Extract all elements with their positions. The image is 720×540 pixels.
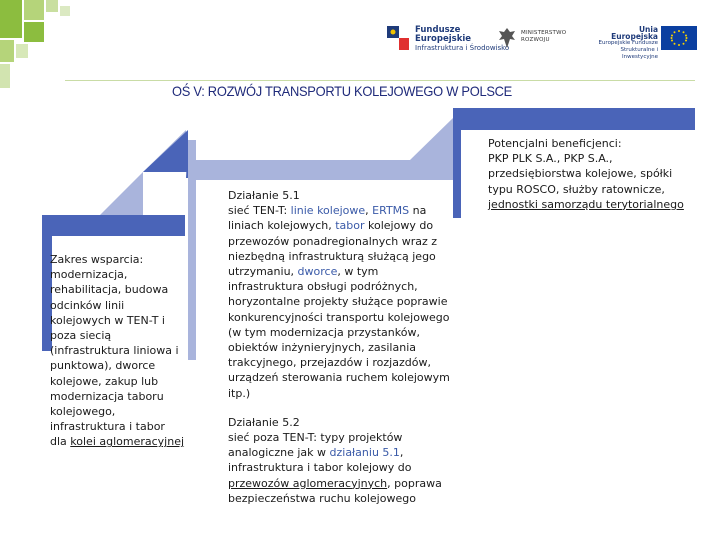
measure-5-1-title: Działanie 5.1	[228, 189, 300, 202]
scope-of-support-box: Zakres wsparcia: modernizacja, rehabilitacja, budowa odcinków linii kolejowych w TEN-T i poza siecią (infrastruktura liniowa i punktowa), dworce kolejowe, zakup lub modernizacja taboru kolejowego, infrastruktura i tabor dla kolei aglomeracyjnej	[50, 253, 185, 449]
measures-box	[228, 188, 453, 506]
unia-logo-text: Unia Europejska Europejskie Fundusze Strukturalne i Inwestycyjne	[598, 25, 658, 60]
ministerstwo-logo-text: MINISTERSTWO ROZWOJU	[521, 30, 567, 43]
fundusze-logo-text: Fundusze Europejskie Infrastruktura i Środowisko	[415, 25, 510, 52]
beneficiaries-text: PKP PLK S.A., PKP S.A., przedsiębiorstwa kolejowe, spółki typu ROSCO, służby ratownicze, jednostki samorządu terytorialnego	[488, 152, 684, 211]
measure-5-2-title: Działanie 5.2	[228, 415, 300, 429]
measure-5-2-text: sieć poza TEN-T: typy projektów analogiczne jak w działaniu 5.1, infrastruktura i tabor kolejowy do przewozów aglomeracyjnych, poprawa bezpieczeństwa ruchu kolejowego	[228, 431, 442, 505]
measure-5-1-text: sieć TEN-T: linie kolejowe, ERTMS na liniach kolejowych, tabor kolejowy do przewozów ponadregionalnych wraz z niezbędną infrastrukturą służącą jego utrzymaniu, dworce, w tym infrastruktura obsługi podróżnych, horyzontalne projekty służące poprawie konkurencyjności transportu kolejowego (w tym modernizacja przystanków, obiektów inżynieryjnych, zasilania trakcyjnego, przejazdów i rozjazdów, urządzeń sterowania ruchem kolejowym itp.)	[228, 204, 450, 400]
page-title: OŚ V: ROZWÓJ TRANSPORTU KOLEJOWEGO W POLSCE	[172, 83, 512, 99]
beneficiaries-box	[488, 136, 698, 212]
beneficiaries-heading: Potencjalni beneficjenci:	[488, 137, 622, 150]
